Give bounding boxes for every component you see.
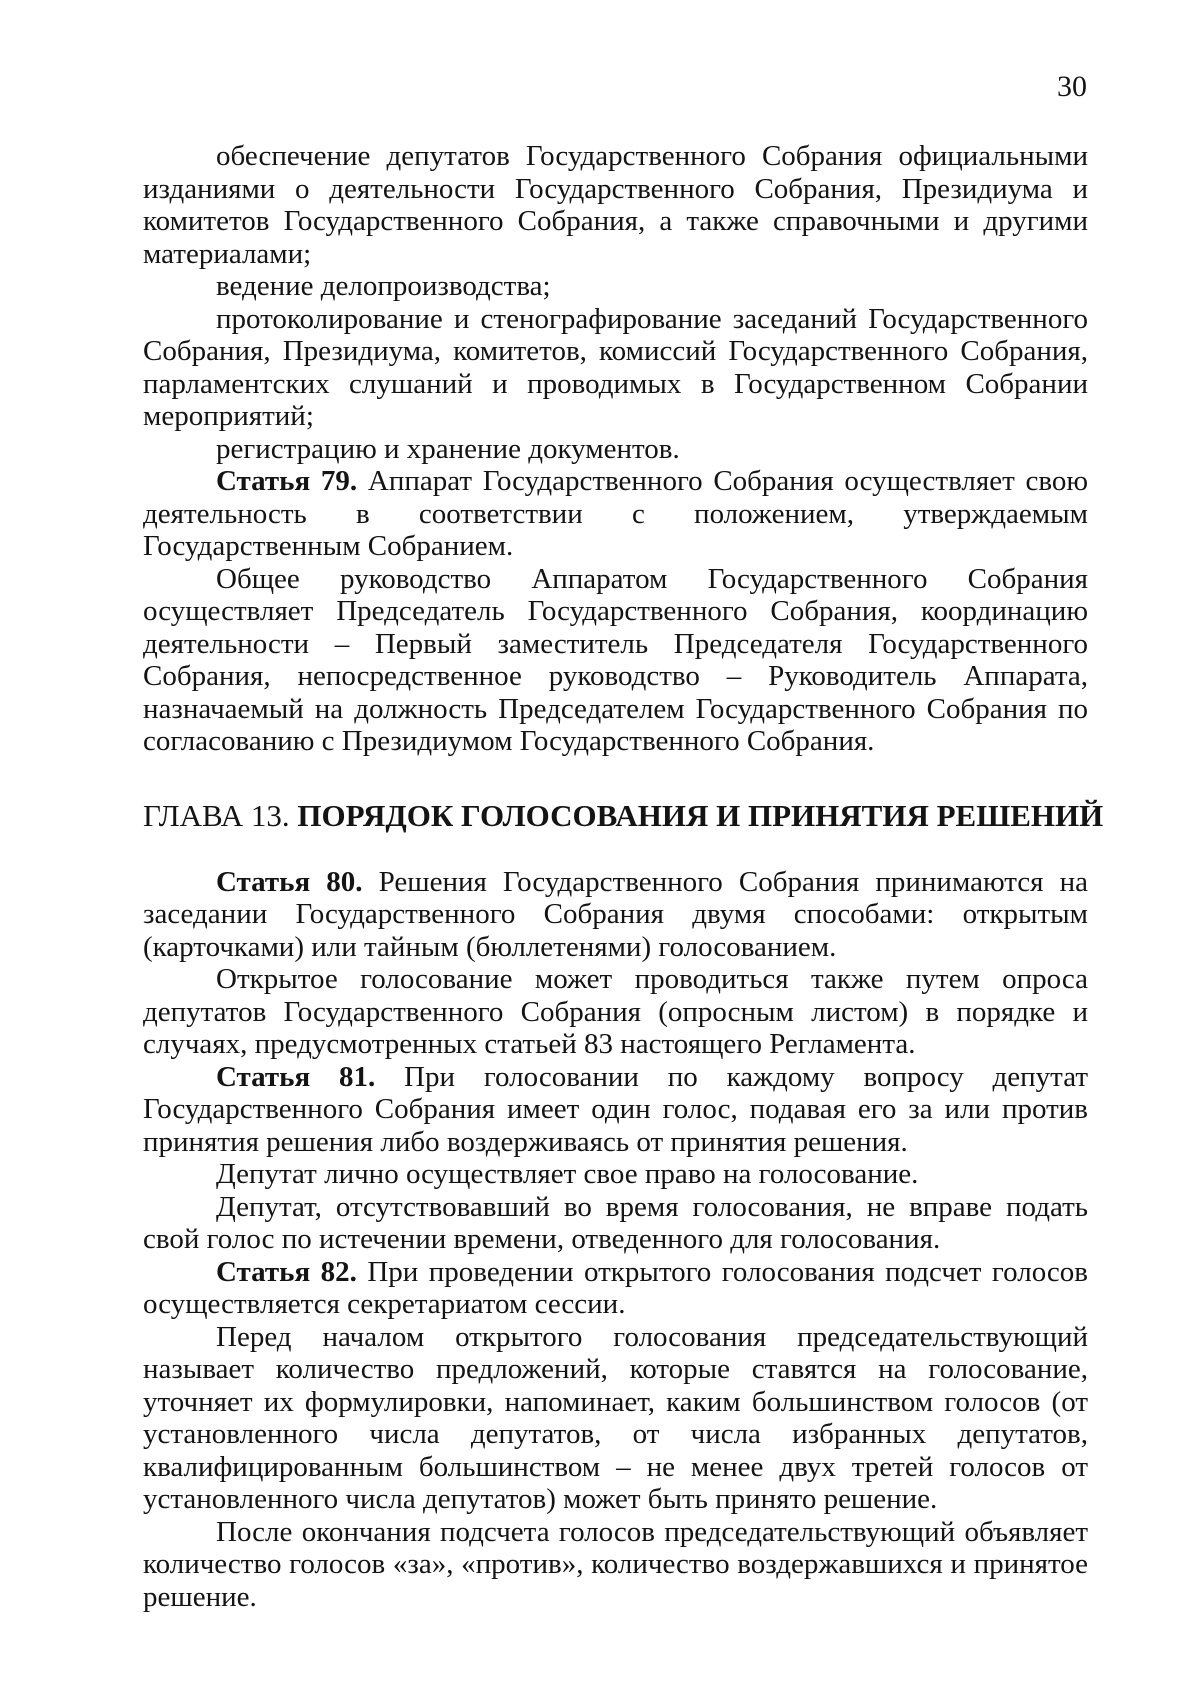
article-81-paragraph-3: Депутат, отсутствовавший во время голосования, не вправе подать свой голос по истечении времени, отведенного для голосования. bbox=[143, 1190, 1088, 1255]
article-81-paragraph-2: Депутат лично осуществляет свое право на голосование. bbox=[216, 1158, 919, 1190]
page-number: 30 bbox=[1057, 70, 1087, 103]
article-81-label: Статья 81. bbox=[216, 1060, 376, 1093]
article-80-text: Решения Государственного Собрания принимаются на заседании Государственного Собрания двумя способами: открытым (карточками) или тайным (бюллетенями) голосованием. bbox=[143, 865, 1088, 963]
paragraph-document-registration: регистрацию и хранение документов. bbox=[216, 432, 680, 465]
paragraph-minutes-stenography: протоколирование и стенографирование заседаний Государственного Собрания, Президиума, комитетов, комиссий Государственного Собрания, парламентских слушаний и проводимых в Государственном Собрании мероприятий; bbox=[143, 302, 1088, 432]
article-79-text: Аппарат Государственного Собрания осуществляет свою деятельность в соответствии с положением, утверждаемым Государственным Собранием. bbox=[143, 465, 1088, 562]
chapter-heading bbox=[143, 797, 1104, 834]
article-82-paragraph-3: После окончания подсчета голосов председательствующий объявляет количество голосов «за», «против», количество воздержавшихся и принятое решение. bbox=[143, 1515, 1088, 1613]
article-80-paragraph bbox=[143, 866, 1088, 964]
article-82-text: При проведении открытого голосования подсчет голосов осуществляется секретариатом сессии. bbox=[143, 1255, 1088, 1320]
article-79-paragraph bbox=[143, 465, 1088, 563]
article-80-label: Статья 80. bbox=[216, 865, 363, 898]
article-79-paragraph-2: Общее руководство Аппаратом Государственного Собрания осуществляет Председатель Государственного Собрания, координацию деятельности – Первый заместитель Председателя Государственного Собрания, непосредственное руководство – Руководитель Аппарата, назначаемый на должность Председателем Государственного Собрания по согласованию с Президиумом Государственного Собрания. bbox=[143, 562, 1088, 757]
chapter-prefix: ГЛАВА 13. bbox=[143, 797, 298, 833]
article-82-paragraph bbox=[143, 1256, 1088, 1321]
article-82-paragraph-2: Перед началом открытого голосования председательствующий называет количество предложений, которые ставятся на голосование, уточняет их формулировки, напоминает, каким большинством голосов (от установленного числа депутатов, от числа избранных депутатов, квалифицированным большинством – не менее двух третей голосов от установленного числа депутатов) может быть принято решение. bbox=[143, 1320, 1088, 1515]
article-82-label: Статья 82. bbox=[216, 1255, 357, 1288]
article-81-paragraph bbox=[143, 1061, 1088, 1159]
article-79-label: Статья 79. bbox=[216, 465, 358, 497]
paragraph-record-keeping: ведение делопроизводства; bbox=[216, 270, 551, 302]
chapter-title: ПОРЯДОК ГОЛОСОВАНИЯ И ПРИНЯТИЯ РЕШЕНИЙ bbox=[297, 797, 1104, 833]
article-81-text: При голосовании по каждому вопросу депутат Государственного Собрания имеет один голос, подавая его за или против принятия решения либо воздерживаясь от принятия решения. bbox=[143, 1060, 1088, 1158]
paragraph-official-publications: обеспечение депутатов Государственного Собрания официальными изданиями о деятельности Государственного Собрания, Президиума и комитетов Государственного Собрания, а также справочными и другими материалами; bbox=[143, 140, 1088, 270]
document-body bbox=[143, 140, 1104, 1613]
article-80-paragraph-2: Открытое голосование может проводиться также путем опроса депутатов Государственного Собрания (опросным листом) в порядке и случаях, предусмотренных статьей 83 настоящего Регламента. bbox=[143, 963, 1088, 1060]
